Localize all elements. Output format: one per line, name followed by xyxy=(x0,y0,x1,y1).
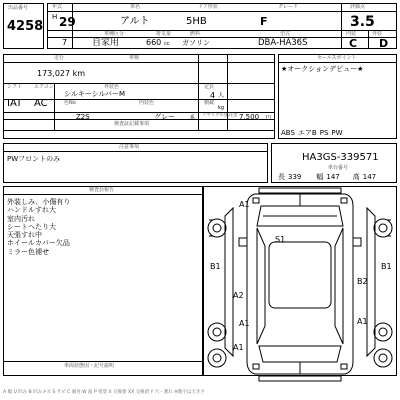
cc-value: 660 xyxy=(146,38,162,47)
damage-mark: A1 xyxy=(239,319,250,328)
sales-point-box xyxy=(278,54,397,139)
chassis-box xyxy=(271,143,397,183)
ac-label: エアコン xyxy=(34,84,54,90)
equipment-pw: PW xyxy=(331,129,343,137)
inspection-label: 車検 xyxy=(129,55,140,61)
bottom-label: 車両状態図・記号説明 xyxy=(64,363,115,369)
interior-grade: C xyxy=(349,37,358,50)
exterior-grade: D xyxy=(379,37,389,50)
model-code: DBA-HA36S xyxy=(258,38,308,48)
report-item: ホイールカバー欠品 xyxy=(7,239,70,248)
year-value: 29 xyxy=(59,15,76,29)
equipment-ps: PS xyxy=(319,129,329,137)
length-value: 339 xyxy=(288,173,302,181)
spec-box xyxy=(3,54,275,139)
damage-mark: A1 xyxy=(239,200,250,209)
vehicle-header-box xyxy=(47,3,397,49)
color-value: シルキーシルバーM xyxy=(64,90,126,98)
damage-mark: A1 xyxy=(233,343,244,352)
door-type: 5HB xyxy=(186,16,207,27)
seats-label: 定員 xyxy=(204,84,215,90)
damage-mark: A1 xyxy=(357,317,368,326)
interior-color-unit: 系 xyxy=(190,115,196,121)
grade-label: グレード xyxy=(278,4,299,10)
notes-label: 注意事項 xyxy=(119,144,140,150)
load-label: 積載 xyxy=(204,100,215,106)
width-value: 147 xyxy=(326,173,340,181)
chassis-label: 車台番号 xyxy=(328,165,349,171)
damage-mark: S1 xyxy=(275,235,286,244)
length-label: 長 xyxy=(278,173,285,181)
load-unit: kg xyxy=(218,105,225,111)
damage-mark: B2 xyxy=(357,277,368,286)
mileage-value: 173,027 km xyxy=(37,69,86,78)
year-era: H xyxy=(52,13,58,21)
recycle-value: 7,500 xyxy=(239,113,260,121)
score-value: 3.5 xyxy=(350,14,375,30)
report-item: 外装しみ、小傷有り xyxy=(7,198,71,206)
equipment-airbag: エアB xyxy=(297,129,317,137)
report-item: 天張すれ中 xyxy=(7,231,42,240)
seats-unit: 人 xyxy=(218,92,225,99)
dimensions xyxy=(278,174,376,181)
footer-legend: A 傷 U 凹み B 凹みキズ S サビ C 腐食 W 波 P 塗装 X 交換要 XX 交換済 Y 穴・割れ ※数字は大きさ xyxy=(3,390,205,395)
ac-value: AC xyxy=(34,98,48,109)
seats-value: 4 xyxy=(210,91,216,100)
cc-label: 排気量 xyxy=(156,31,172,37)
report-list xyxy=(7,198,70,256)
sales-point-text: ★オークションデビュー★ xyxy=(281,65,364,73)
damage-mark: B1 xyxy=(381,262,392,271)
recycle-unit: 円 xyxy=(266,115,272,121)
color-code-label: 色No xyxy=(64,100,76,106)
equipment-abs: ABS xyxy=(281,129,295,137)
notes-box xyxy=(3,143,268,183)
doors-label: ドア形状 xyxy=(198,4,218,10)
lot-number: 4258 xyxy=(7,19,44,34)
inspector-label: 検査員報告 xyxy=(89,187,115,193)
recycle-label: リサイクル預託金 xyxy=(202,113,238,118)
interior-color-value: グレー xyxy=(154,113,175,121)
width-label: 幅 xyxy=(316,173,324,181)
equipment-list xyxy=(281,130,343,137)
color-label: 外装色 xyxy=(104,84,120,90)
code-label: 型式 xyxy=(280,31,291,37)
notes-text: PWフロントのみ xyxy=(7,155,61,163)
report-item: ハンドルすれ大 xyxy=(7,206,56,215)
report-item: ミラー色褪せ xyxy=(7,247,49,256)
score-label: 評価点 xyxy=(350,4,366,10)
fuel-value: ガソリン xyxy=(182,39,210,47)
model-label: 車名 xyxy=(130,4,141,10)
fuel-label: 燃料 xyxy=(190,31,201,37)
report-box xyxy=(3,186,203,376)
report-item: シートへたり大 xyxy=(7,222,56,231)
car-diagram xyxy=(203,186,397,396)
height-value: 147 xyxy=(362,173,377,181)
lot-box xyxy=(3,3,44,49)
height-label: 高 xyxy=(352,173,360,181)
grade-value: F xyxy=(260,15,268,28)
color-code-value: Z2S xyxy=(76,113,90,121)
model-name: アルト xyxy=(120,16,150,27)
lot-label: 出品番号 xyxy=(8,5,29,11)
cc-unit: cc xyxy=(164,41,170,47)
month-value: 7 xyxy=(62,38,68,47)
transmission-value: IAT xyxy=(7,98,23,109)
chassis-number: HA3GS-339571 xyxy=(302,152,379,163)
damage-mark: A2 xyxy=(233,291,244,300)
shift-label: シフト xyxy=(7,84,23,90)
interior-color-label: 内装色 xyxy=(139,100,155,106)
inspection-cert-label: 検査証記載事項 xyxy=(114,121,150,127)
year-label: 年式 xyxy=(52,4,63,10)
usage-value: 自家用 xyxy=(92,38,120,48)
report-item: 室内汚れ xyxy=(7,214,35,223)
interior-label: 内装 xyxy=(346,31,357,37)
usage-label: 車種区分 xyxy=(104,31,125,37)
exterior-label: 外装 xyxy=(372,31,383,37)
sales-point-label: セールスポイント xyxy=(317,55,357,61)
damage-mark: B1 xyxy=(210,262,221,271)
mileage-label: 走行 xyxy=(54,55,65,61)
